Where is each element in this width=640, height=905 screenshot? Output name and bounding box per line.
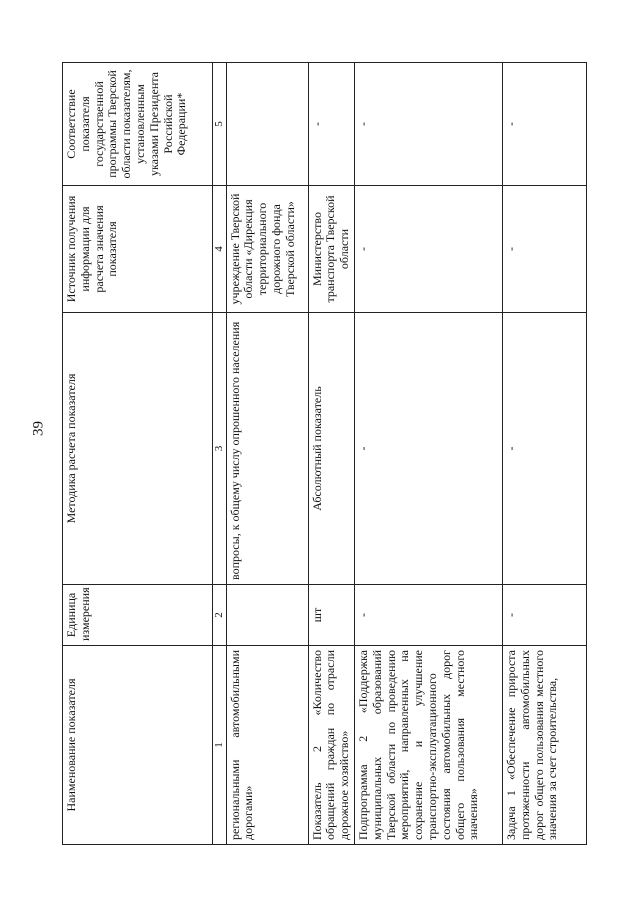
cell-method: -	[503, 313, 587, 585]
column-number: 3	[213, 313, 227, 585]
table-row	[308, 63, 354, 845]
table-row	[226, 63, 308, 845]
cell-source: Министерство транспорта Тверской области	[308, 186, 354, 313]
table-row	[355, 63, 503, 845]
cell-indicator-name: Подпрограмма 2 «Поддержка муниципальных образований Тверской области по проведению мероприятий, направленных на сохранение и улучшение транспортно-эксплуатационного состояния автомобильных дорог общего пользования местного значения»	[355, 646, 503, 845]
cell-indicator-name: региональными автомобильными дорогами»	[226, 646, 308, 845]
header-row	[63, 63, 213, 845]
cell-indicator-name: Показатель 2 «Количество обращений граждан по отрасли дорожное хозяйство»	[308, 646, 354, 845]
cell-method: вопросы, к общему числу опрошенного населения	[226, 313, 308, 585]
cell-source: учреждение Тверской области «Дирекция территориального дорожного фонда Тверской области»	[226, 186, 308, 313]
cell-unit: -	[355, 585, 503, 646]
cell-unit	[226, 585, 308, 646]
column-number-row	[213, 63, 227, 845]
cell-indicator-name: Задача 1 «Обеспечение прироста протяженности автомобильных дорог общего пользования местного значения за счет строительства,	[503, 646, 587, 845]
column-number: 5	[213, 63, 227, 186]
cell-correspondence: -	[355, 63, 503, 186]
cell-source: -	[355, 186, 503, 313]
cell-unit: -	[503, 585, 587, 646]
page-number: 39	[30, 421, 47, 436]
table-row	[503, 63, 587, 845]
cell-method: -	[355, 313, 503, 585]
cell-correspondence: -	[503, 63, 587, 186]
header-method: Методика расчета показателя	[63, 313, 213, 585]
cell-source: -	[503, 186, 587, 313]
cell-correspondence	[226, 63, 308, 186]
column-number: 2	[213, 585, 227, 646]
header-unit: Единица измерения	[63, 585, 213, 646]
header-indicator-name: Наименование показателя	[63, 646, 213, 845]
header-correspondence: Соответствие показателя государственной программы Тверской области показателям, установленным указами Президента Российской Федерации*	[63, 63, 213, 186]
cell-unit: шт	[308, 585, 354, 646]
rotated-table-container	[62, 63, 617, 845]
header-source: Источник получения информации для расчета значения показателя	[63, 186, 213, 313]
column-number: 1	[213, 646, 227, 845]
column-number: 4	[213, 186, 227, 313]
indicators-table	[62, 62, 587, 845]
cell-method: Абсолютный показатель	[308, 313, 354, 585]
cell-correspondence: -	[308, 63, 354, 186]
